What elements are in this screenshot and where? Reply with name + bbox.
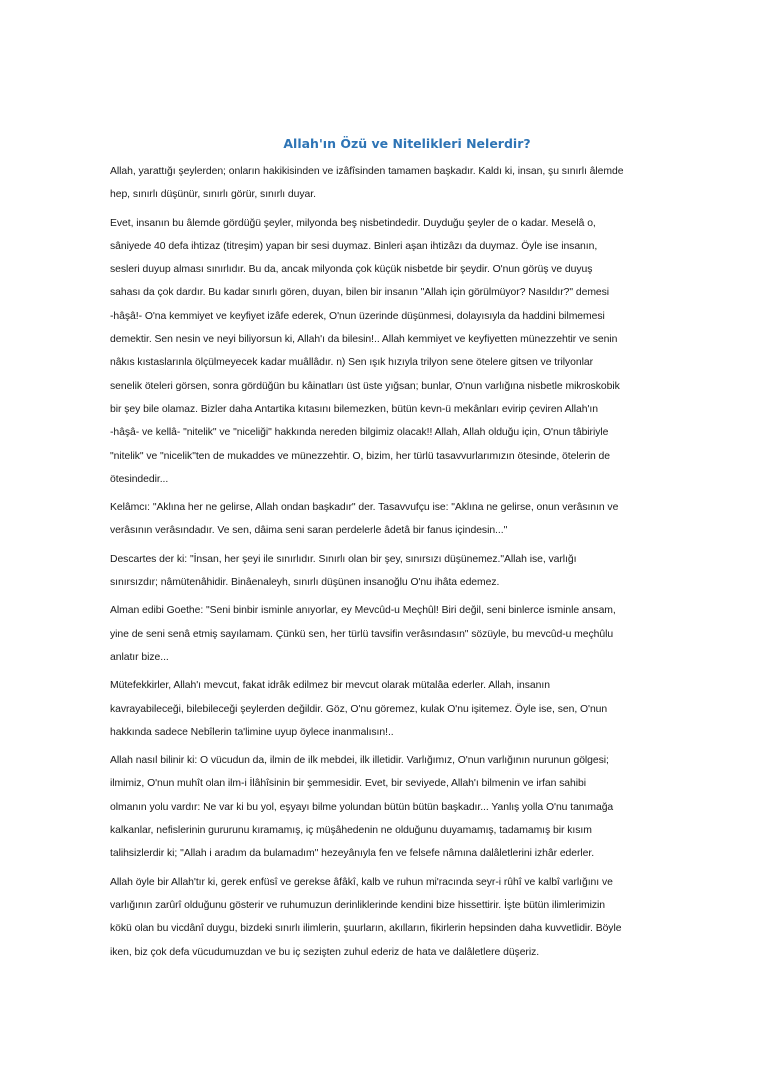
text-line: kavrayabileceği, bilebileceği şeylerden değildir. Göz, O'nu göremez, kulak O'nu işitemez. Öyle ise, sen, O'nun xyxy=(110,703,608,715)
text-line: sesleri duyup alması sınırlıdır. Bu da, ancak milyonda çok küçük nisbetde bir şeydir. O'nun görüş ve duyuş xyxy=(110,264,593,276)
paragraph xyxy=(110,496,662,543)
text-line: Allah öyle bir Allah'tır ki, gerek enfüsî ve gerekse âfâkî, kalb ve ruhun mi'racında seyr-i rûhî ve kalbî varlığını ve xyxy=(110,876,613,888)
text-line: talihsizlerdir ki; "Allah i aradım da bulamadım" hezeyânıyla fen ve felsefe nâmına dalâletlerini izhâr ederler. xyxy=(110,848,595,860)
text-line: bir şey bile olamaz. Bizler daha Antartika kıtasını bilemezken, bütün kevn-ü mekânları evirip çeviren Allah'ın xyxy=(110,403,598,415)
paragraph xyxy=(110,674,662,744)
text-line: sahası da çok dardır. Bu kadar sınırlı gören, duyan, bilen bir insanın "Allah için görülmüyor? Nasıldır?" demesi xyxy=(110,287,610,299)
text-line: anlatır bize... xyxy=(110,651,169,663)
text-line: Evet, insanın bu âlemde gördüğü şeyler, milyonda beş nisbetindedir. Duyduğu şeyler de o kadar. Meselâ o, xyxy=(110,217,596,229)
document-title: Allah'ın Özü ve Nitelikleri Nelerdir? xyxy=(283,136,531,151)
paragraph xyxy=(110,749,662,865)
paragraph xyxy=(110,599,662,669)
document-body xyxy=(110,136,662,969)
text-line: Mütefekkirler, Allah'ı mevcut, fakat idrâk edilmez bir mevcut olarak mütalâa ederler. Allah, insanın xyxy=(110,680,550,692)
text-line: iken, biz çok defa vücudumuzdan ve bu iç sezişten zuhul ederiz de hata ve dalâletlere düşeriz. xyxy=(110,946,540,958)
text-line: demektir. Sen nesin ve neyi biliyorsun ki, Allah'ı da bilesin!.. Allah kemmiyet ve keyfiyetten münezzehtir ve senin xyxy=(110,334,618,346)
text-line: Allah nasıl bilinir ki: O vücudun da, ilmin de ilk mebdei, ilk illetidir. Varlığımız, O'nun varlığının nurunun gölgesi; xyxy=(110,755,609,767)
text-line: "nitelik" ve "nicelik"ten de mukaddes ve münezzehtir. O, bizim, her türlü tasavvurlarımızın ötesinde, ötelerin de xyxy=(110,450,611,462)
paragraph xyxy=(110,548,662,595)
text-line: sınırsızdır; nâmütenâhidir. Binâenaleyh, sınırlı düşünen insanoğlu O'nu ihâta edemez. xyxy=(110,577,500,589)
paragraph xyxy=(110,871,662,964)
text-line: hakkında sadece Nebîlerin ta'limine uyup öylece inanmalısın!.. xyxy=(110,726,394,738)
text-line: kökü olan bu vicdânî duygu, bizdeki sınırlı ilimlerin, şuurların, akılların, fikirlerin hepsinden daha kuvvetlidir. Böyle xyxy=(110,923,622,935)
text-line: varlığının zarûrî olduğunu gösterir ve ruhumuzun derinliklerinde kendini bize hissettirir. İşte bütün ilimlerimizin xyxy=(110,899,605,911)
text-line: -hâşâ- ve kellâ- "nitelik" ve "niceliği" hakkında nereden bilgimiz olacak!! Allah, Allah olduğu için, O'nun tâbiriyle xyxy=(110,427,609,439)
paragraph xyxy=(110,160,662,207)
text-line: senelik öteleri görsen, sonra gördüğün bu kâinatları üst üste yığsan; bunlar, O'nun varlığına nisbetle mikroskobik xyxy=(110,380,620,392)
text-line: Descartes der ki: "İnsan, her şeyi ile sınırlıdır. Sınırlı olan bir şey, sınırsızı düşünemez."Allah ise, varlığı xyxy=(110,553,577,565)
text-line: Allah, yarattığı şeylerden; onların hakikisinden ve izâfîsinden tamamen başkadır. Kaldı ki, insan, şu sınırlı âlemde xyxy=(110,166,624,177)
text-line: ötesindedir... xyxy=(110,473,169,485)
text-line: -hâşâ!- O'na kemmiyet ve keyfiyet izâfe ederek, O'nun üzerinde düşünmesi, dolayısıyla da haddini bilmemesi xyxy=(110,310,605,322)
text-line: Kelâmcı: "Aklına her ne gelirse, Allah ondan başkadır" der. Tasavvufçu ise: "Aklına ne gelirse, onun verâsının ve xyxy=(110,502,619,514)
text-line: Alman edibi Goethe: "Seni binbir isminle anıyorlar, ey Mevcûd-u Meçhûl! Biri değil, seni binlerce isminle ansam, xyxy=(110,605,616,617)
text-line: verâsının verâsındadır. Ve sen, dâima seni saran perdelerle âdetâ bir fanus içindesin..." xyxy=(110,525,508,537)
paragraph-list xyxy=(110,160,662,964)
text-line: yine de seni senâ etmiş sayılamam. Çünkü sen, her türlü tavsifin verâsındasın" sözüyle, bu mevcûd-u meçhûlu xyxy=(110,628,614,640)
paragraph xyxy=(110,212,662,492)
text-line: kalkanlar, nefislerinin gururunu kıramamış, iç müşâhedenin ne olduğunu duyamamış, tadamamış bir kısım xyxy=(110,825,592,837)
text-line: nâkıs kıstaslarınla ölçülmeyecek kadar muâllâdır. n) Sen ışık hızıyla trilyon sene ötelere gitsen ve trilyonlar xyxy=(110,357,594,369)
text-line: ilmimiz, O'nun muhît olan ilm-i İlâhîsinin bir şemmesidir. Evet, bir seviyede, Allah'ı bilmenin ve irfan sahibi xyxy=(110,778,586,790)
text-line: hep, sınırlı düşünür, sınırlı görür, sınırlı duyar. xyxy=(110,189,316,201)
text-line: sâniyede 40 defa ihtizaz (titreşim) yapan bir sesi duymaz. Binleri aşan ihtizâzı da duymaz. Öyle ise insanın, xyxy=(110,240,598,252)
text-line: olmanın yolu vardır: Ne var ki bu yol, eşyayı bilme yolundan bütün bütün başkadır... Yanlış yolla O'nu tanımağa xyxy=(110,801,614,813)
